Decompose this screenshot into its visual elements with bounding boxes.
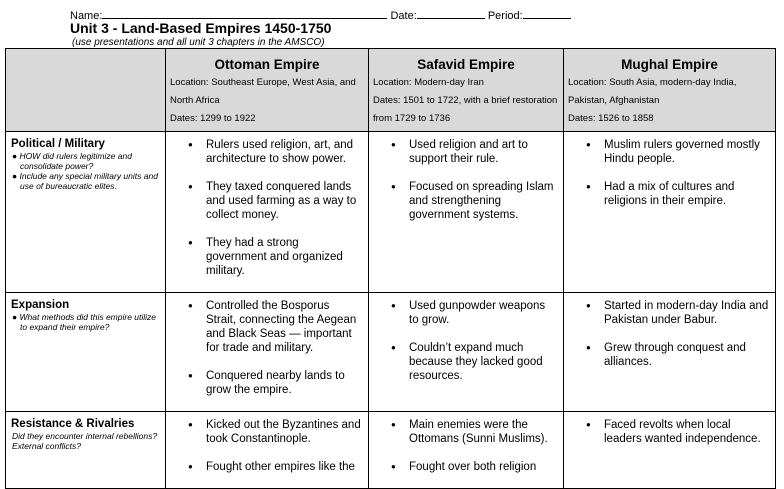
row-questions: [6, 151, 165, 191]
list-item: ● Used religion and art to support their rule.: [409, 138, 557, 166]
list-item: ● Had a mix of cultures and religions in their empire.: [604, 180, 769, 208]
list-item: ● Kicked out the Byzantines and took Constantinople.: [206, 418, 362, 446]
list-item: ● They had a strong government and organized military.: [206, 236, 362, 278]
empire-name: Safavid Empire: [417, 57, 515, 72]
list-item: ● Controlled the Bosporus Strait, connecting the Aegean and Black Seas — important for trade and military.: [206, 299, 362, 355]
cell-ottoman[interactable]: [166, 412, 369, 489]
empire-name: Ottoman Empire: [214, 57, 320, 72]
cell-mughal[interactable]: [564, 132, 776, 293]
name-label: Name:: [70, 10, 103, 22]
cell-mughal[interactable]: [564, 293, 776, 412]
date-field[interactable]: [417, 8, 485, 19]
row-question: Did they encounter internal rebellions? External conflicts?: [12, 431, 158, 451]
row-question: ● Include any special military units and use of bureaucratic elites.: [12, 171, 158, 191]
list-item: ● Started in modern-day India and Pakistan under Babur.: [604, 299, 769, 327]
row-title: Resistance & Rivalries: [11, 418, 135, 430]
date-label: Date:: [390, 10, 417, 22]
cell-mughal[interactable]: [564, 412, 776, 489]
page-title: Unit 3 - Land-Based Empires 1450-1750: [70, 20, 332, 36]
cell-ottoman[interactable]: [166, 132, 369, 293]
row-title: Political / Military: [11, 138, 105, 150]
list-item: ● Muslim rulers governed mostly Hindu people.: [604, 138, 769, 166]
period-field[interactable]: [523, 8, 571, 19]
row-label-cell: [6, 293, 166, 412]
empire-dates: Dates: 1299 to 1922: [170, 113, 256, 124]
period-label: Period:: [487, 10, 523, 22]
list-item: ● Conquered nearby lands to grow the empire.: [206, 369, 362, 397]
empires-table: [5, 48, 776, 489]
list-item: ● Fought other empires like the: [206, 460, 362, 474]
row-label-cell: [6, 132, 166, 293]
row-questions: [6, 431, 165, 451]
empire-dates: Dates: 1501 to 1722, with a brief restoration from 1729 to 1736: [373, 95, 558, 124]
row-label-cell: [6, 412, 166, 489]
empire-header-mughal: [564, 49, 776, 132]
list-item: ● Used gunpowder weapons to grow.: [409, 299, 557, 327]
row-question: ● What methods did this empire utilize to expand their empire?: [12, 312, 157, 332]
row-expansion: [6, 293, 776, 412]
row-title: Expansion: [11, 299, 70, 311]
row-question: ● HOW did rulers legitimize and consolidate power?: [12, 151, 132, 171]
list-item: ● Faced revolts when local leaders wanted independence.: [604, 418, 769, 446]
empire-header-ottoman: [166, 49, 369, 132]
cell-safavid[interactable]: [369, 132, 564, 293]
cell-safavid[interactable]: [369, 412, 564, 489]
list-item: ● Grew through conquest and alliances.: [604, 341, 769, 369]
row-political-military: [6, 132, 776, 293]
list-item: ● Rulers used religion, art, and architecture to show power.: [206, 138, 362, 166]
empire-name: Mughal Empire: [621, 57, 718, 72]
list-item: ● Focused on spreading Islam and strengthening government systems.: [409, 180, 557, 222]
page-subtitle: (use presentations and all unit 3 chapters in the AMSCO): [72, 37, 325, 48]
empire-header-safavid: [369, 49, 564, 132]
empire-location: Location: Modern-day Iran: [373, 77, 484, 88]
empire-dates: Dates: 1526 to 1858: [568, 113, 654, 124]
empire-location: Location: South Asia, modern-day India, Pakistan, Afghanistan: [568, 77, 737, 106]
list-item: ● They taxed conquered lands and used farming as a way to collect money.: [206, 180, 362, 222]
list-item: ● Fought over both religion: [409, 460, 557, 474]
cell-ottoman[interactable]: [166, 293, 369, 412]
corner-cell: [6, 49, 166, 132]
list-item: ● Main enemies were the Ottomans (Sunni Muslims).: [409, 418, 557, 446]
row-questions: [6, 312, 165, 332]
cell-safavid[interactable]: [369, 293, 564, 412]
name-field[interactable]: [102, 8, 387, 19]
list-item: ● Couldn’t expand much because they lacked good resources.: [409, 341, 557, 383]
header-row: [6, 49, 776, 132]
empire-location: Location: Southeast Europe, West Asia, and North Africa: [170, 77, 356, 106]
row-resistance-rivalries: [6, 412, 776, 489]
